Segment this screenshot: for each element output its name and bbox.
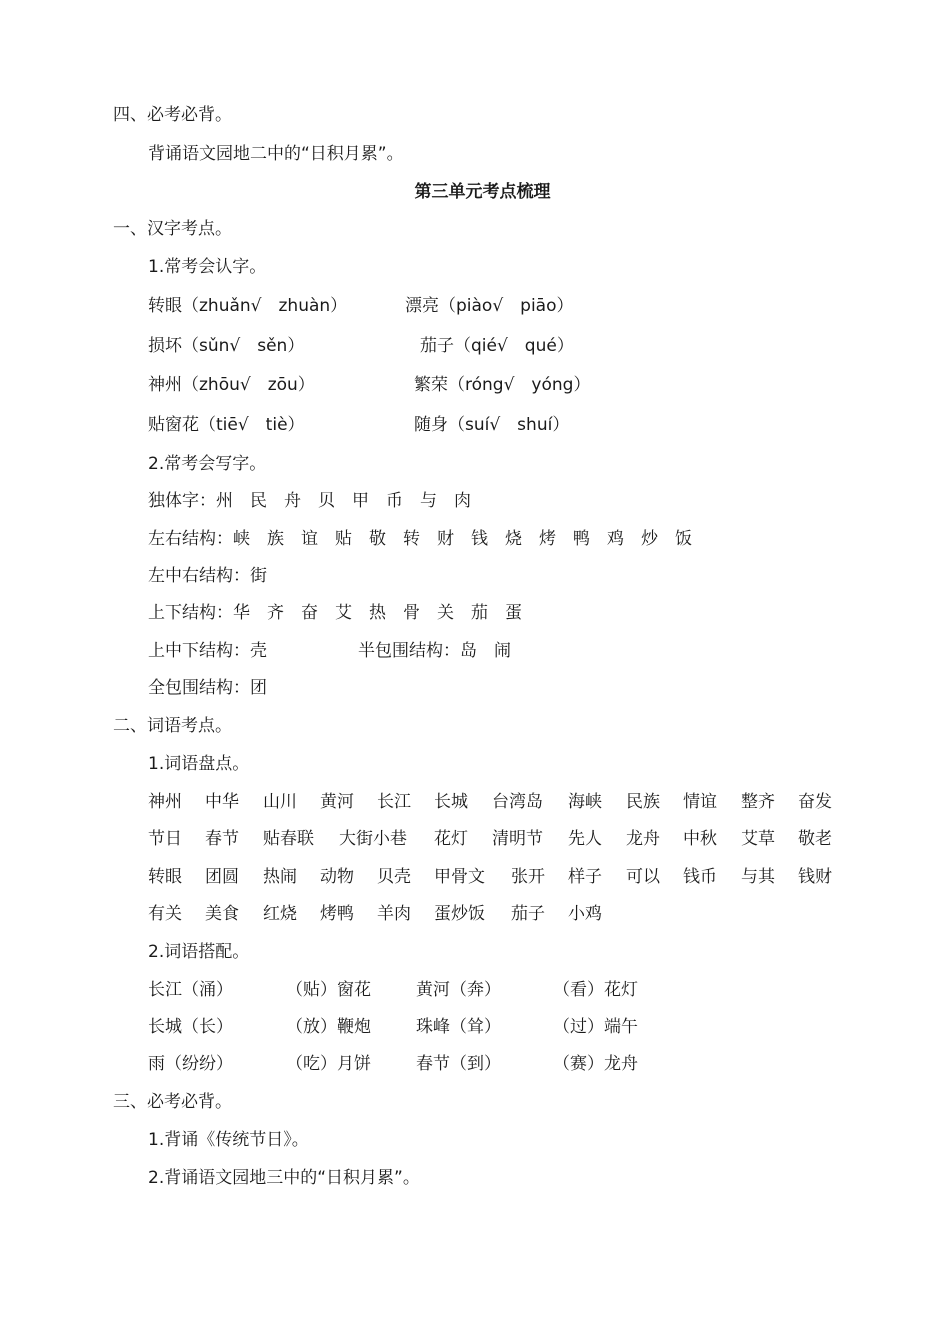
word-item: 可以 [626, 867, 660, 887]
pinyin-item: 转眼（zhuǎn√ zhuàn） [148, 296, 348, 316]
paragraph: 背诵语文园地二中的“日积月累”。 [148, 144, 404, 164]
word-item: 台湾岛 [492, 792, 543, 812]
word-item: 小鸡 [568, 904, 602, 924]
page-title: 第三单元考点梳理 [414, 182, 551, 202]
word-item: 大街小巷 [339, 829, 407, 849]
collocation-item: 黄河（奔） [416, 980, 501, 1000]
word-item: 黄河 [320, 792, 354, 812]
word-item: 清明节 [492, 829, 543, 849]
word-item: 中秋 [683, 829, 717, 849]
character-line: 上下结构：华 齐 奋 艾 热 骨 关 茄 蛋 [148, 603, 522, 623]
collocation-item: （吃）月饼 [286, 1054, 371, 1074]
word-item: 先人 [568, 829, 602, 849]
character-line: 半包围结构：岛 闹 [358, 641, 511, 661]
word-item: 蛋炒饭 [434, 904, 485, 924]
word-item: 烤鸭 [320, 904, 354, 924]
word-item: 有关 [148, 904, 182, 924]
word-item: 转眼 [148, 867, 182, 887]
word-item: 春节 [205, 829, 239, 849]
character-line: 左右结构：峡 族 谊 贴 敬 转 财 钱 烧 烤 鸭 鸡 炒 饭 [148, 529, 692, 549]
pinyin-item: 随身（suí√ shuí） [414, 415, 570, 435]
subsection-heading: 1.词语盘点。 [148, 754, 250, 774]
collocation-item: 珠峰（耸） [416, 1017, 501, 1037]
word-item: 茄子 [511, 904, 545, 924]
character-line: 上中下结构：壳 [148, 641, 267, 661]
word-item: 动物 [320, 867, 354, 887]
collocation-item: （看）花灯 [553, 980, 638, 1000]
word-item: 节日 [148, 829, 182, 849]
word-item: 敬老 [798, 829, 832, 849]
pinyin-item: 贴窗花（tiē√ tiè） [148, 415, 305, 435]
section-heading: 四、必考必背。 [113, 105, 232, 125]
list-item: 1.背诵《传统节日》。 [148, 1130, 309, 1150]
list-item: 2.背诵语文园地三中的“日积月累”。 [148, 1168, 420, 1188]
word-item: 贴春联 [263, 829, 314, 849]
word-item: 海峡 [568, 792, 602, 812]
collocation-item: 春节（到） [416, 1054, 501, 1074]
subsection-heading: 1.常考会认字。 [148, 257, 267, 277]
word-item: 贝壳 [377, 867, 411, 887]
subsection-heading: 2.常考会写字。 [148, 454, 267, 474]
character-line: 全包围结构：团 [148, 678, 267, 698]
character-line: 独体字：州 民 舟 贝 甲 币 与 肉 [148, 491, 471, 511]
pinyin-item: 繁荣（róng√ yóng） [414, 375, 591, 395]
pinyin-item: 茄子（qié√ qué） [420, 336, 574, 356]
word-item: 中华 [205, 792, 239, 812]
word-item: 美食 [205, 904, 239, 924]
word-item: 神州 [148, 792, 182, 812]
pinyin-item: 神州（zhōu√ zōu） [148, 375, 315, 395]
word-item: 钱财 [798, 867, 832, 887]
word-item: 花灯 [434, 829, 468, 849]
word-item: 奋发 [798, 792, 832, 812]
pinyin-item: 损坏（sǔn√ sěn） [148, 336, 305, 356]
word-item: 样子 [568, 867, 602, 887]
collocation-item: 雨（纷纷） [148, 1054, 233, 1074]
word-item: 张开 [511, 867, 545, 887]
word-item: 红烧 [263, 904, 297, 924]
section-heading: 三、必考必背。 [113, 1092, 232, 1112]
collocation-item: 长城（长） [148, 1017, 233, 1037]
word-item: 与其 [741, 867, 775, 887]
word-item: 艾草 [741, 829, 775, 849]
collocation-item: （贴）窗花 [286, 980, 371, 1000]
word-item: 长城 [434, 792, 468, 812]
word-item: 团圆 [205, 867, 239, 887]
word-item: 羊肉 [377, 904, 411, 924]
collocation-item: （放）鞭炮 [286, 1017, 371, 1037]
word-item: 整齐 [741, 792, 775, 812]
character-line: 左中右结构：街 [148, 566, 267, 586]
section-heading: 二、词语考点。 [113, 716, 232, 736]
pinyin-item: 漂亮（piào√ piāo） [405, 296, 574, 316]
section-heading: 一、汉字考点。 [113, 219, 232, 239]
collocation-item: （过）端午 [553, 1017, 638, 1037]
collocation-item: （赛）龙舟 [553, 1054, 638, 1074]
word-item: 龙舟 [626, 829, 660, 849]
word-item: 热闹 [263, 867, 297, 887]
word-item: 民族 [626, 792, 660, 812]
subsection-heading: 2.词语搭配。 [148, 942, 250, 962]
word-item: 钱币 [683, 867, 717, 887]
word-item: 山川 [263, 792, 297, 812]
word-item: 甲骨文 [434, 867, 485, 887]
word-item: 长江 [377, 792, 411, 812]
word-item: 情谊 [683, 792, 717, 812]
collocation-item: 长江（涌） [148, 980, 233, 1000]
